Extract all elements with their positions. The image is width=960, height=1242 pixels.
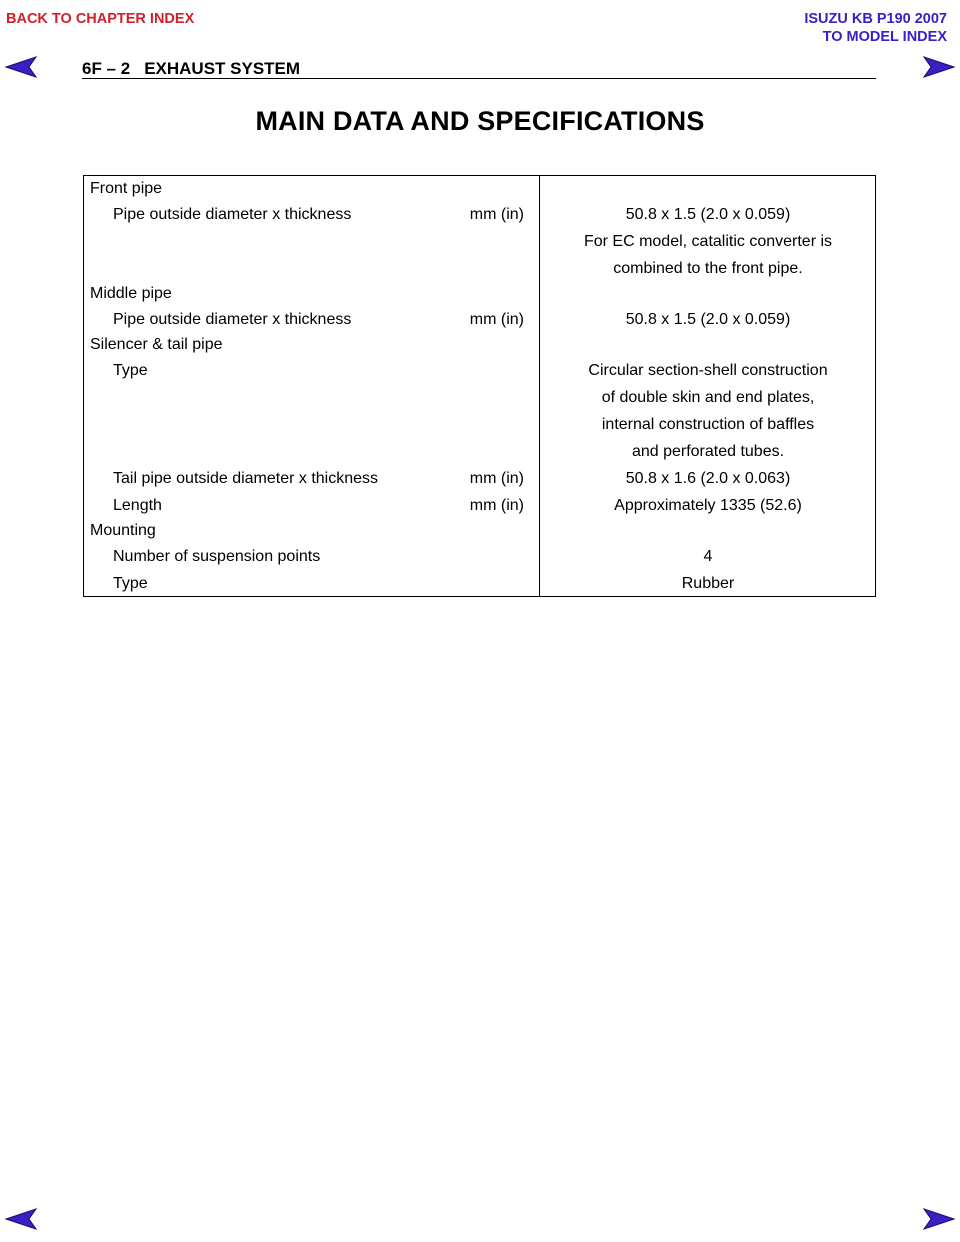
spec-unit: mm (in) xyxy=(469,206,524,223)
table-row xyxy=(84,439,877,465)
specifications-table xyxy=(83,175,876,597)
section-name: EXHAUST SYSTEM xyxy=(144,59,301,78)
spec-label: Pipe outside diameter x thickness xyxy=(113,206,352,223)
spec-unit: mm (in) xyxy=(469,497,524,514)
spec-value: 50.8 x 1.5 (2.0 x 0.059) xyxy=(625,206,791,223)
table-row xyxy=(84,466,877,492)
table-row xyxy=(84,358,877,384)
spec-label: Type xyxy=(113,575,148,592)
to-model-index-link[interactable]: TO MODEL INDEX xyxy=(822,29,947,45)
table-row xyxy=(84,256,877,282)
spec-unit: mm (in) xyxy=(469,311,524,328)
section-header xyxy=(82,60,876,79)
spec-value: of double skin and end plates, xyxy=(601,389,815,406)
table-row xyxy=(84,281,877,307)
table-row xyxy=(84,332,877,358)
spec-unit: mm (in) xyxy=(469,470,524,487)
spec-label: Mounting xyxy=(90,522,156,539)
spec-value: and perforated tubes. xyxy=(631,443,785,460)
spec-value: Circular section-shell construction xyxy=(588,362,828,379)
spec-value: Approximately 1335 (52.6) xyxy=(614,497,802,514)
spec-label: Tail pipe outside diameter x thickness xyxy=(113,470,379,487)
spec-label: Type xyxy=(113,362,148,379)
section-number: 6F – 2 xyxy=(82,59,131,78)
spec-label: Front pipe xyxy=(90,180,163,197)
spec-value: 50.8 x 1.6 (2.0 x 0.063) xyxy=(625,470,791,487)
spec-value: 4 xyxy=(703,548,713,565)
spec-label: Middle pipe xyxy=(90,285,172,302)
table-row xyxy=(84,202,877,228)
previous-page-arrow-icon[interactable] xyxy=(5,56,37,78)
table-row xyxy=(84,518,877,544)
model-title-link[interactable]: ISUZU KB P190 2007 xyxy=(804,11,947,27)
table-row xyxy=(84,176,877,202)
next-page-arrow-bottom-icon[interactable] xyxy=(923,1208,955,1230)
table-row xyxy=(84,385,877,411)
table-row xyxy=(84,307,877,333)
table-row xyxy=(84,544,877,570)
table-row xyxy=(84,412,877,438)
previous-page-arrow-bottom-icon[interactable] xyxy=(5,1208,37,1230)
spec-label: Length xyxy=(113,497,162,514)
spec-label: Number of suspension points xyxy=(113,548,321,565)
table-row xyxy=(84,493,877,519)
spec-value: combined to the front pipe. xyxy=(613,260,803,277)
spec-label: Pipe outside diameter x thickness xyxy=(113,311,352,328)
spec-value: For EC model, catalitic converter is xyxy=(583,233,833,250)
spec-value: internal construction of baffles xyxy=(601,416,815,433)
spec-value: Rubber xyxy=(681,575,735,592)
table-row xyxy=(84,571,877,597)
spec-label: Silencer & tail pipe xyxy=(90,336,223,353)
back-to-chapter-index-link[interactable]: BACK TO CHAPTER INDEX xyxy=(6,11,195,27)
spec-value: 50.8 x 1.5 (2.0 x 0.059) xyxy=(625,311,791,328)
page-title: MAIN DATA AND SPECIFICATIONS xyxy=(255,106,705,136)
table-row xyxy=(84,229,877,255)
next-page-arrow-icon[interactable] xyxy=(923,56,955,78)
